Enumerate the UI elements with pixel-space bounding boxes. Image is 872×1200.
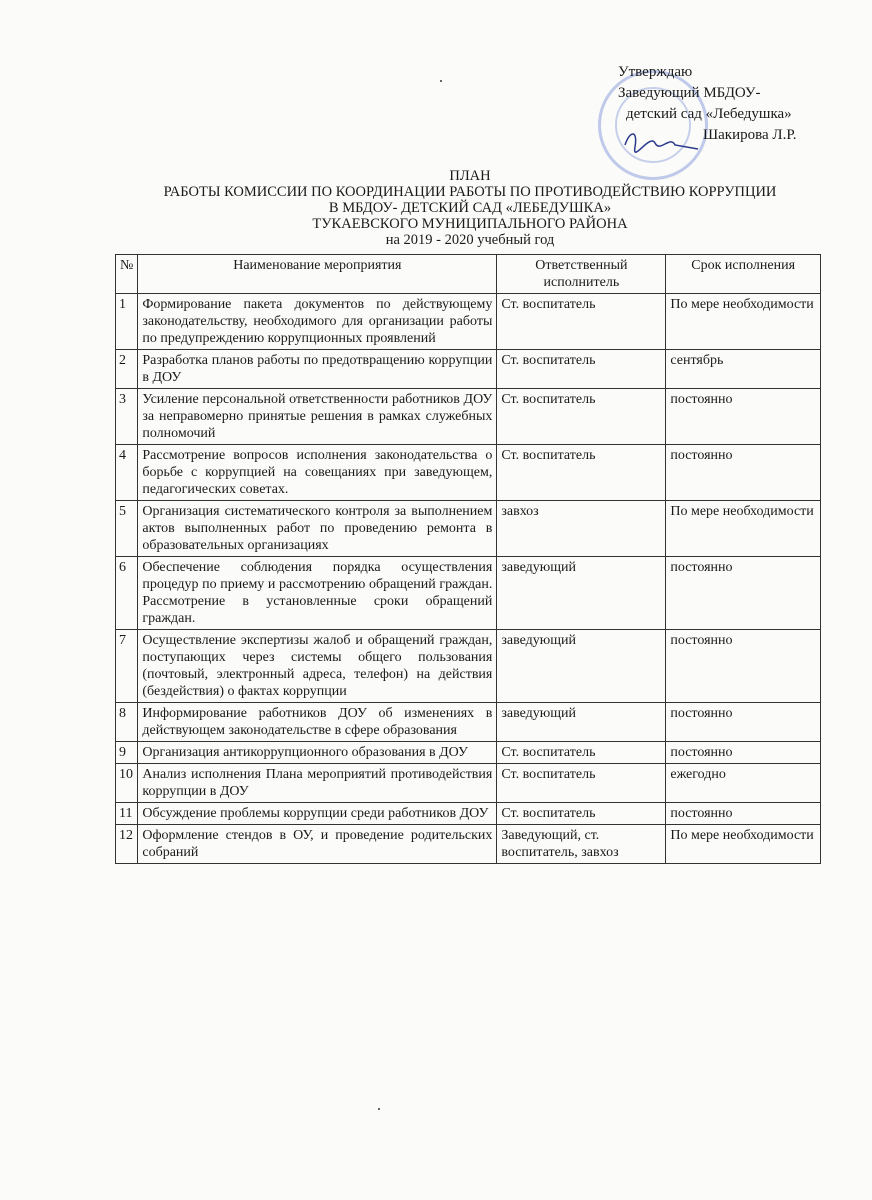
activity-name: Формирование пакета документов по действующему законодательству, необходимого для организации работы по предупреждению коррупционных проявлений: [138, 294, 497, 350]
responsible: Ст. воспитатель: [497, 803, 666, 825]
table-row: [116, 825, 821, 864]
table-row: [116, 742, 821, 764]
responsible: Ст. воспитатель: [497, 389, 666, 445]
table-row: [116, 501, 821, 557]
deadline: постоянно: [666, 742, 821, 764]
scan-speck: [440, 80, 442, 82]
activity-name: Осуществление экспертизы жалоб и обращений граждан, поступающих через системы общего пользования (почтовый, электронный адреса, телефон) на действия (бездействия) о фактах коррупции: [138, 630, 497, 703]
activity-name: Разработка планов работы по предотвращению коррупции в ДОУ: [138, 350, 497, 389]
responsible: Ст. воспитатель: [497, 742, 666, 764]
activity-name: Обеспечение соблюдения порядка осуществления процедур по приему и рассмотрению обращений граждан. Рассмотрение в установленные сроки обращений граждан.: [138, 557, 497, 630]
activity-name: Усиление персональной ответственности работников ДОУ за неправомерно принятые решения в рамках служебных полномочий: [138, 389, 497, 445]
row-number: 2: [116, 350, 138, 389]
responsible: Ст. воспитатель: [497, 350, 666, 389]
deadline: По мере необходимости: [666, 501, 821, 557]
responsible: Заведующий, ст. воспитатель, завхоз: [497, 825, 666, 864]
row-number: 8: [116, 703, 138, 742]
approver-position: Заведующий МБДОУ-: [618, 85, 761, 101]
table-row: [116, 630, 821, 703]
activity-name: Обсуждение проблемы коррупции среди работников ДОУ: [138, 803, 497, 825]
col-responsible: Ответственный исполнитель: [497, 255, 666, 294]
deadline: постоянно: [666, 703, 821, 742]
deadline: По мере необходимости: [666, 825, 821, 864]
table-header-row: [116, 255, 821, 294]
row-number: 7: [116, 630, 138, 703]
deadline: постоянно: [666, 445, 821, 501]
responsible: заведующий: [497, 703, 666, 742]
deadline: постоянно: [666, 630, 821, 703]
table-row: [116, 294, 821, 350]
deadline: постоянно: [666, 389, 821, 445]
approver-name: Шакирова Л.Р.: [703, 127, 797, 143]
document-title: [100, 168, 840, 248]
row-number: 5: [116, 501, 138, 557]
table-row: [116, 803, 821, 825]
row-number: 3: [116, 389, 138, 445]
activity-name: Анализ исполнения Плана мероприятий противодействия коррупции в ДОУ: [138, 764, 497, 803]
activity-name: Оформление стендов в ОУ, и проведение родительских собраний: [138, 825, 497, 864]
responsible: заведующий: [497, 630, 666, 703]
col-activity: Наименование мероприятия: [138, 255, 497, 294]
row-number: 10: [116, 764, 138, 803]
table-row: [116, 389, 821, 445]
title-line: РАБОТЫ КОМИССИИ ПО КООРДИНАЦИИ РАБОТЫ ПО ПРОТИВОДЕЙСТВИЮ КОРРУПЦИИ: [163, 184, 777, 200]
title-line: на 2019 - 2020 учебный год: [385, 232, 555, 248]
table-row: [116, 703, 821, 742]
title-line: ПЛАН: [449, 168, 491, 184]
title-line: В МБДОУ- ДЕТСКИЙ САД «ЛЕБЕДУШКА»: [328, 200, 612, 216]
responsible: завхоз: [497, 501, 666, 557]
activity-name: Организация систематического контроля за выполнением актов выполненных работ по проведению ремонта в образовательных организациях: [138, 501, 497, 557]
scan-speck: [378, 1108, 380, 1110]
table-row: [116, 445, 821, 501]
approval-block: [618, 62, 797, 146]
row-number: 12: [116, 825, 138, 864]
deadline: ежегодно: [666, 764, 821, 803]
deadline: постоянно: [666, 803, 821, 825]
approver-organization: детский сад «Лебедушка»: [626, 106, 792, 122]
activity-name: Информирование работников ДОУ об изменениях в действующем законодательстве в сфере образования: [138, 703, 497, 742]
responsible: заведующий: [497, 557, 666, 630]
approval-heading: Утверждаю: [618, 64, 693, 80]
deadline: постоянно: [666, 557, 821, 630]
col-deadline: Срок исполнения: [666, 255, 821, 294]
row-number: 6: [116, 557, 138, 630]
table-row: [116, 557, 821, 630]
responsible: Ст. воспитатель: [497, 764, 666, 803]
responsible: Ст. воспитатель: [497, 445, 666, 501]
row-number: 11: [116, 803, 138, 825]
table-row: [116, 350, 821, 389]
row-number: 1: [116, 294, 138, 350]
deadline: сентябрь: [666, 350, 821, 389]
activity-name: Рассмотрение вопросов исполнения законодательства о борьбе с коррупцией на совещаниях при заведующем, педагогических советах.: [138, 445, 497, 501]
title-line: ТУКАЕВСКОГО МУНИЦИПАЛЬНОГО РАЙОНА: [312, 216, 628, 232]
plan-table: [115, 254, 821, 864]
responsible: Ст. воспитатель: [497, 294, 666, 350]
row-number: 4: [116, 445, 138, 501]
row-number: 9: [116, 742, 138, 764]
table-row: [116, 764, 821, 803]
activity-name: Организация антикоррупционного образования в ДОУ: [138, 742, 497, 764]
col-number: №: [116, 255, 138, 294]
deadline: По мере необходимости: [666, 294, 821, 350]
